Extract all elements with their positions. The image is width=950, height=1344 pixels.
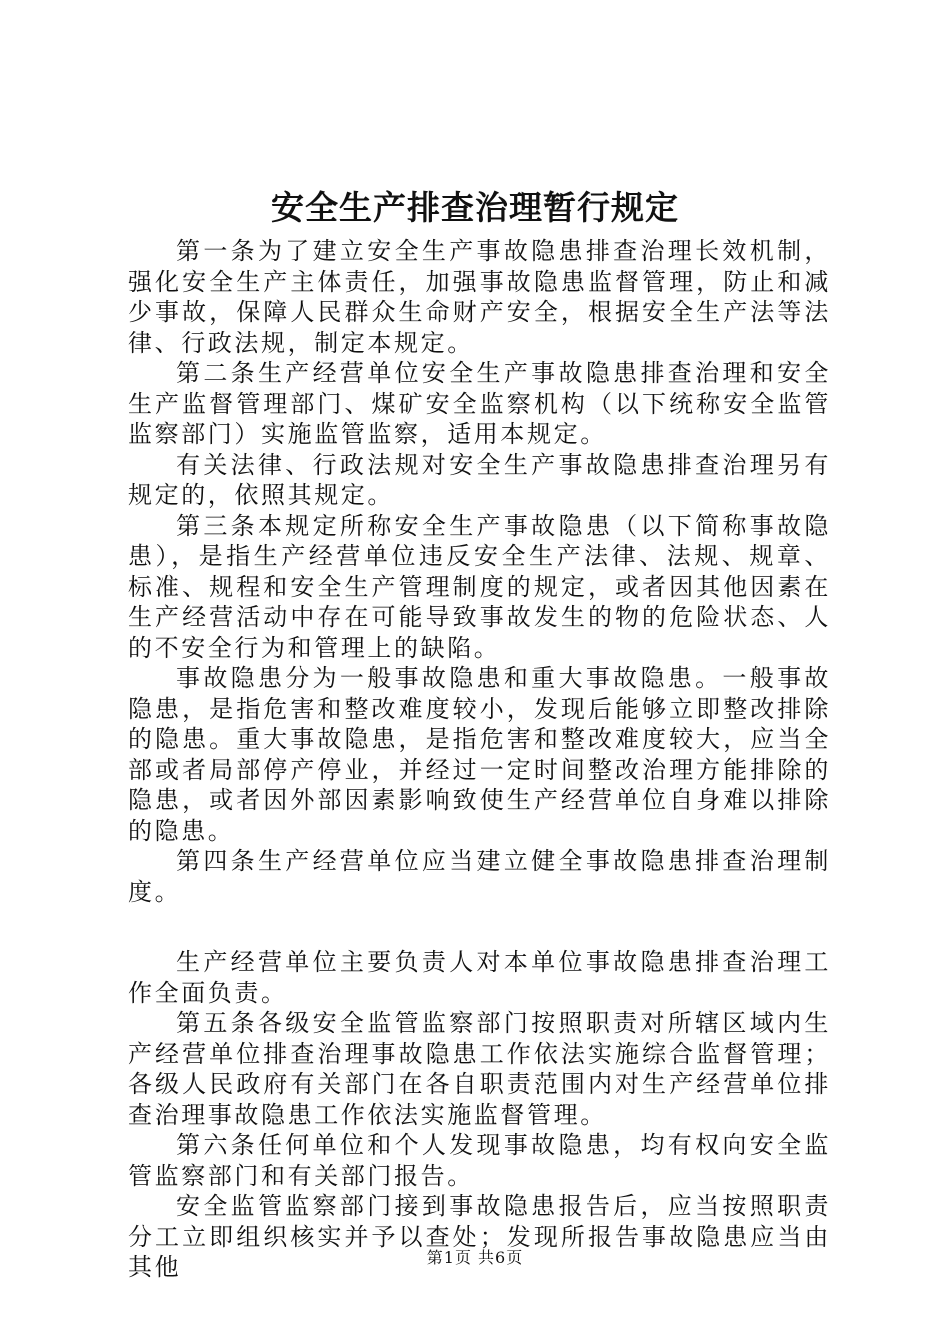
paragraph-article-6: 第六条任何单位和个人发现事故隐患，均有权向安全监管监察部门和有关部门报告。 <box>128 1131 831 1190</box>
paragraph-article-3: 第三条本规定所称安全生产事故隐患（以下简称事故隐患），是指生产经营单位违反安全生产法律、法规、规章、标准、规程和安全生产管理制度的规定，或者因其他因素在生产经营活动中存在可能导致事故发生的物的危险状态、人的不安全行为和管理上的缺陷。 <box>128 511 831 662</box>
document-body <box>128 236 831 1283</box>
paragraph-article-2-supplement: 有关法律、行政法规对安全生产事故隐患排查治理另有规定的，依照其规定。 <box>128 450 831 509</box>
paragraph-article-1: 第一条为了建立安全生产事故隐患排查治理长效机制，强化安全生产主体责任，加强事故隐患监督管理，防止和减少事故，保障人民群众生命财产安全，根据安全生产法等法律、行政法规，制定本规定。 <box>128 237 831 357</box>
paragraph-article-4: 第四条生产经营单位应当建立健全事故隐患排查治理制度。 <box>128 847 831 906</box>
paragraph-article-5: 第五条各级安全监管监察部门按照职责对所辖区域内生产经营单位排查治理事故隐患工作依法实施综合监督管理；各级人民政府有关部门在各自职责范围内对生产经营单位排查治理事故隐患工作依法实施监督管理。 <box>128 1009 831 1129</box>
paragraph-article-4-responsibility: 生产经营单位主要负责人对本单位事故隐患排查治理工作全面负责。 <box>128 948 831 1007</box>
paragraph-article-2: 第二条生产经营单位安全生产事故隐患排查治理和安全生产监督管理部门、煤矿安全监察机构（以下统称安全监管监察部门）实施监管监察，适用本规定。 <box>128 359 831 448</box>
paragraph-article-6-handling: 安全监管监察部门接到事故隐患报告后，应当按照职责分工立即组织核实并予以查处；发现所报告事故隐患应当由其他 <box>128 1192 831 1281</box>
page-indicator: 第1页 共6页 <box>426 1248 524 1267</box>
paragraph-hazard-classification: 事故隐患分为一般事故隐患和重大事故隐患。一般事故隐患，是指危害和整改难度较小，发现后能够立即整改排除的隐患。重大事故隐患，是指危害和整改难度较大，应当全部或者局部停产停业，并经过一定时间整改治理方能排除的隐患，或者因外部因素影响致使生产经营单位自身难以排除的隐患。 <box>128 664 831 845</box>
paragraph-gap <box>128 907 831 947</box>
document-title: 安全生产排查治理暂行规定 <box>271 188 679 227</box>
